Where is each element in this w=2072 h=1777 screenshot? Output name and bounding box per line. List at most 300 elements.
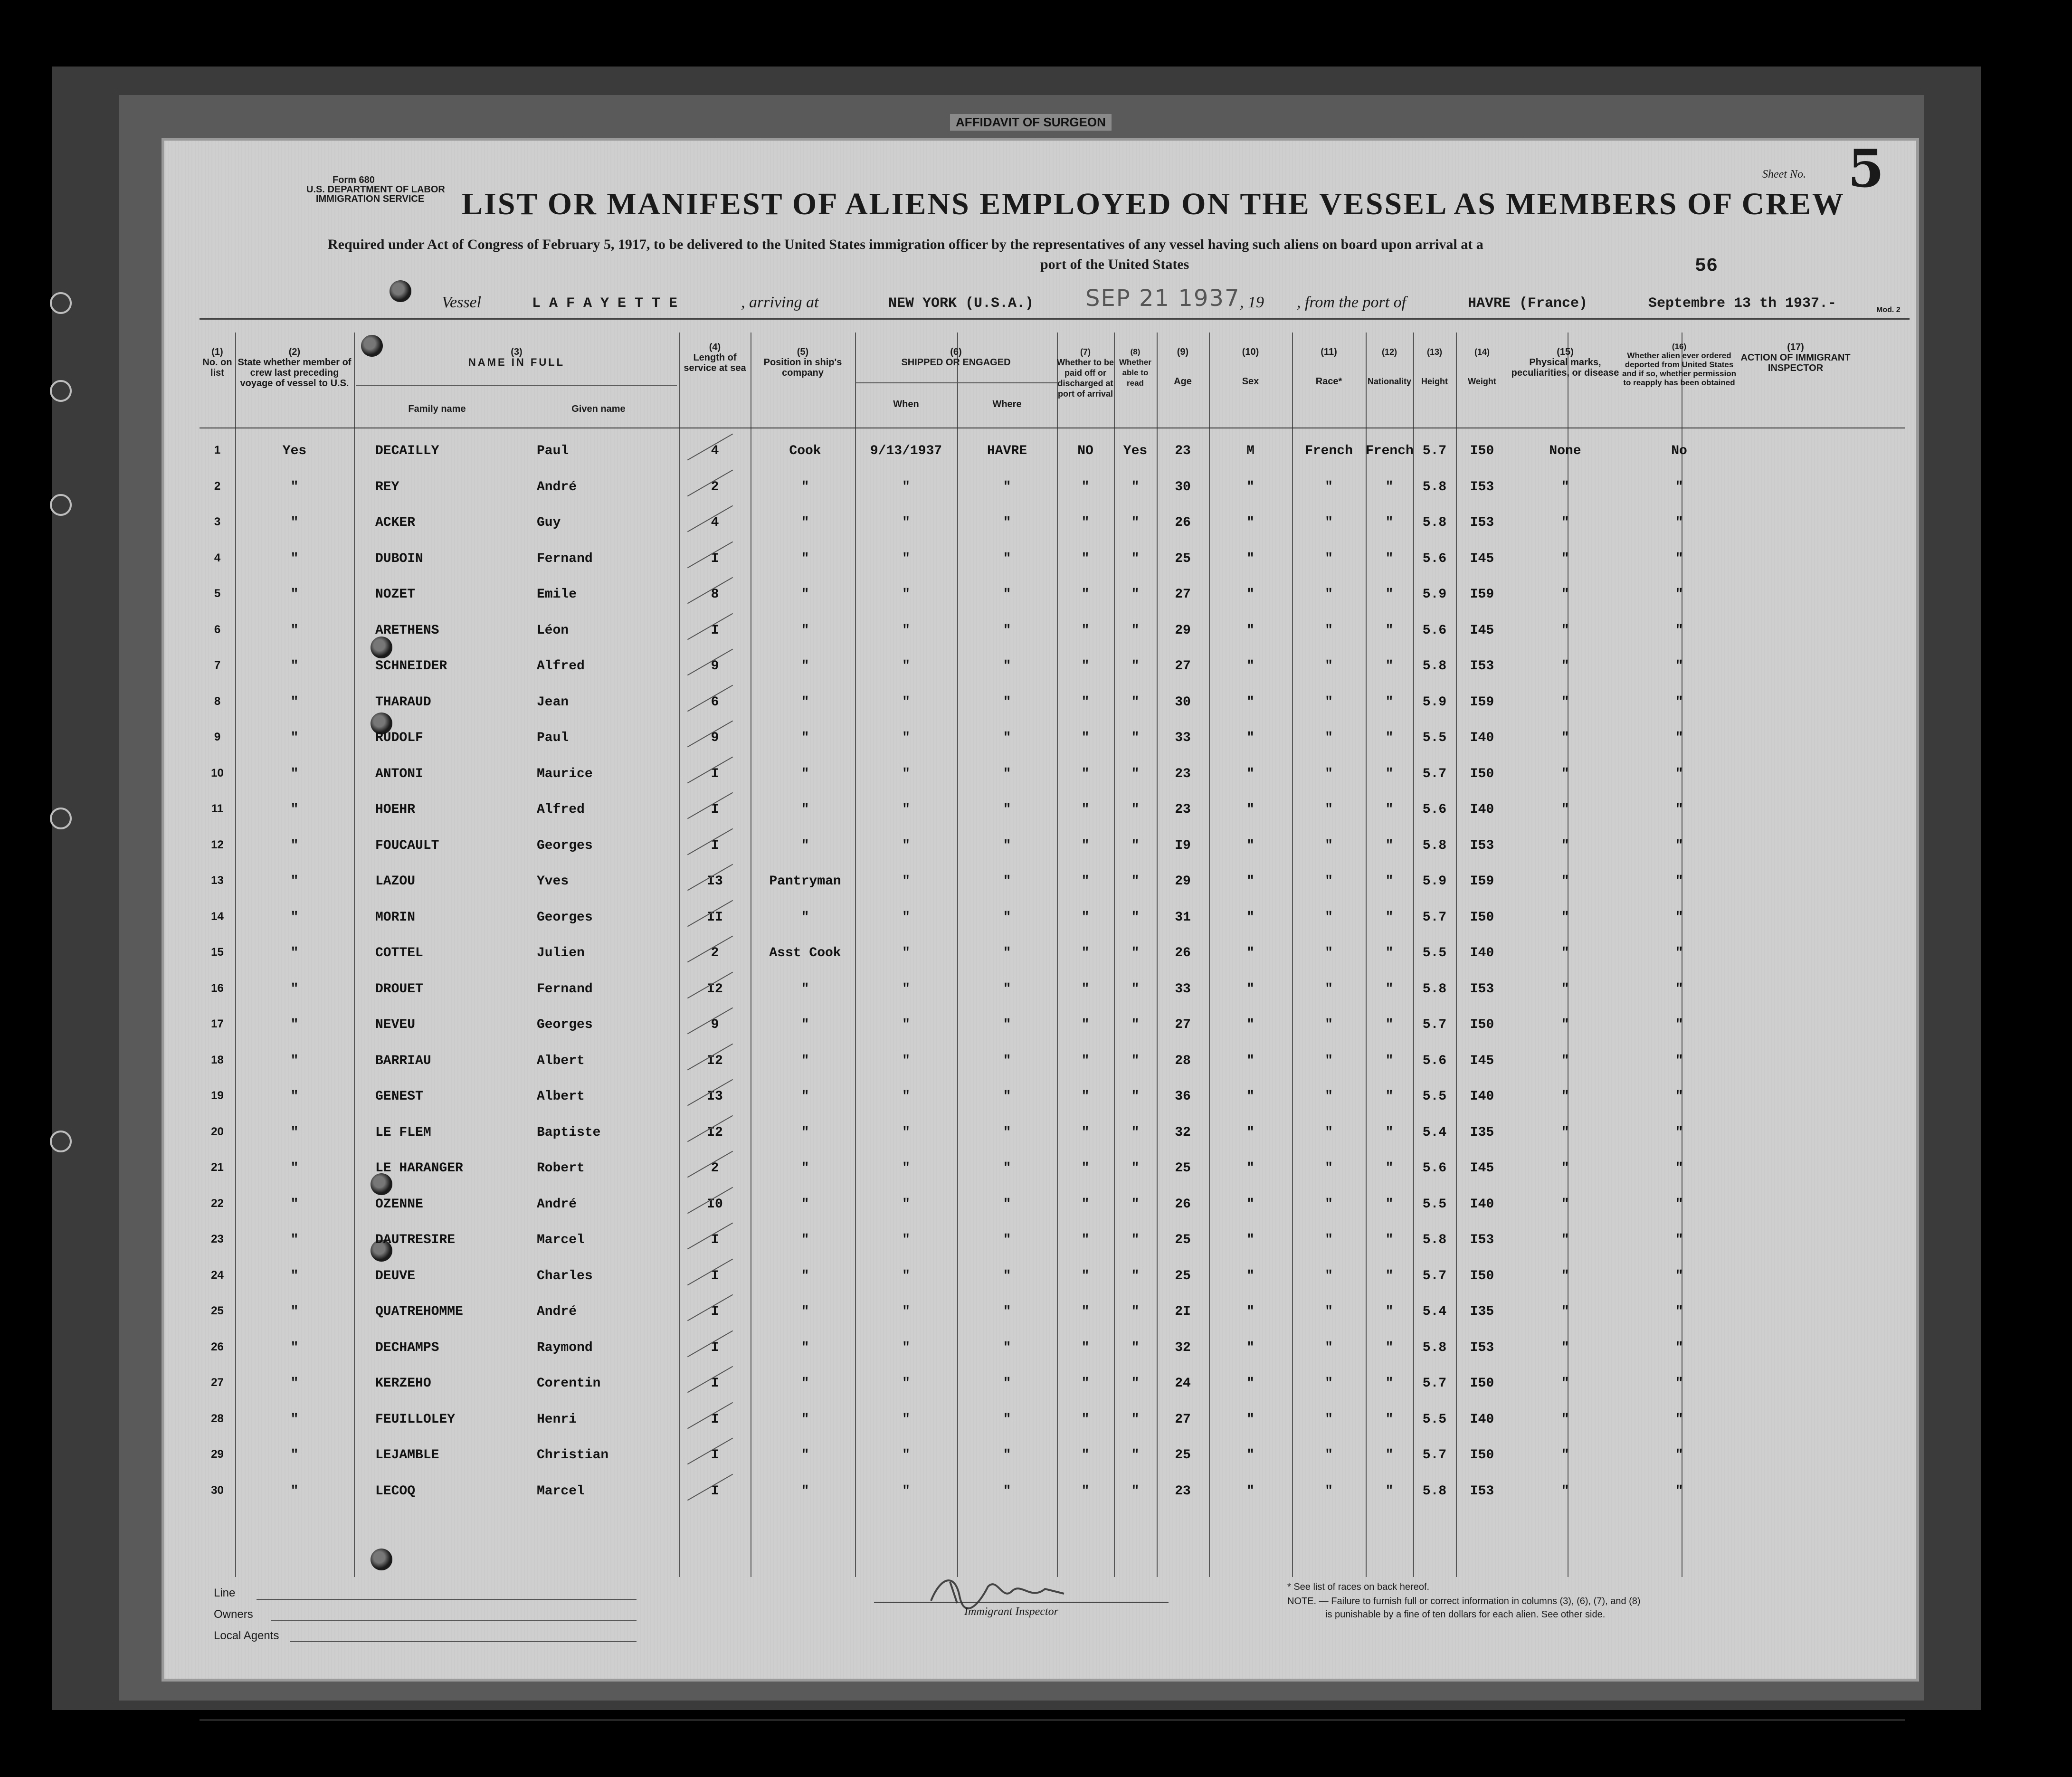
- given-name-cell: Alfred: [537, 659, 585, 674]
- service-length-cell: I: [711, 802, 719, 817]
- able-to-read-cell: ": [1131, 946, 1140, 960]
- col5-header: (5) Position in ship's company: [763, 347, 842, 378]
- family-name-cell: ACKER: [375, 515, 416, 530]
- shipped-where-cell: ": [1003, 1017, 1011, 1032]
- race-cell: ": [1325, 1053, 1333, 1068]
- paid-off-cell: ": [1081, 1376, 1090, 1391]
- family-name-cell: THARAUD: [375, 694, 431, 710]
- height-cell: 5.7: [1422, 1376, 1447, 1391]
- able-to-read-cell: ": [1131, 1483, 1140, 1499]
- age-cell: 30: [1175, 479, 1191, 494]
- prev-voyage-cell: ": [290, 1448, 299, 1463]
- manifest-table: [200, 333, 1905, 1577]
- deported-cell: ": [1675, 981, 1683, 997]
- page-title: LIST OR MANIFEST OF ALIENS EMPLOYED ON THE VESSEL AS MEMBERS OF CREW: [462, 187, 1845, 221]
- nationality-cell: ": [1385, 1089, 1394, 1104]
- table-row: [200, 1262, 1905, 1298]
- height-cell: 5.8: [1422, 659, 1447, 674]
- inspector-signature-line: [874, 1602, 1169, 1603]
- shipped-when-cell: ": [902, 1161, 910, 1176]
- given-name-cell: Albert: [537, 1089, 585, 1104]
- year-label: , 19: [1240, 294, 1264, 311]
- deported-cell: ": [1675, 1161, 1683, 1176]
- given-name-cell: Jean: [537, 694, 569, 710]
- deported-cell: ": [1675, 1483, 1683, 1499]
- prev-voyage-cell: ": [290, 659, 299, 674]
- service-length-cell: 2: [711, 479, 719, 494]
- physical-marks-cell: ": [1561, 946, 1569, 960]
- shipped-where-cell: ": [1003, 1053, 1011, 1068]
- weight-cell: I50: [1470, 444, 1494, 458]
- position-cell: ": [801, 1376, 809, 1391]
- table-row: [200, 688, 1905, 724]
- shipped-where-cell: ": [1003, 838, 1011, 853]
- prev-voyage-cell: ": [290, 551, 299, 566]
- service-length-cell: 9: [711, 659, 719, 674]
- position-cell: ": [801, 1017, 809, 1032]
- deported-cell: No: [1671, 444, 1687, 458]
- physical-marks-cell: ": [1561, 838, 1569, 853]
- races-note: * See list of races on back hereof.: [1287, 1582, 1430, 1592]
- service-length-cell: I3: [707, 874, 723, 889]
- col17-header: (17) ACTION OF IMMIGRANT INSPECTOR: [1740, 342, 1851, 373]
- shipped-when-cell: ": [902, 1376, 910, 1391]
- deported-cell: ": [1675, 1017, 1683, 1032]
- weight-cell: I53: [1470, 981, 1494, 997]
- age-cell: 27: [1175, 1017, 1191, 1032]
- family-name-cell: DROUET: [375, 981, 423, 997]
- able-to-read-cell: ": [1131, 694, 1140, 710]
- sex-cell: ": [1246, 838, 1255, 853]
- service-length-cell: I: [711, 1268, 719, 1283]
- prev-voyage-cell: ": [290, 1161, 299, 1176]
- given-name-cell: Paul: [537, 444, 569, 458]
- prev-voyage-cell: ": [290, 802, 299, 817]
- given-name-cell: Emile: [537, 587, 577, 602]
- height-cell: 5.7: [1422, 910, 1447, 925]
- race-cell: ": [1325, 515, 1333, 530]
- age-cell: 27: [1175, 1412, 1191, 1427]
- family-name-cell: DAUTRESIRE: [375, 1233, 456, 1247]
- paid-off-cell: ": [1081, 1412, 1090, 1427]
- deported-cell: ": [1675, 694, 1683, 710]
- prev-voyage-cell: ": [290, 1483, 299, 1499]
- physical-marks-cell: ": [1561, 479, 1569, 494]
- weight-cell: I50: [1470, 1376, 1494, 1391]
- shipped-when-cell: ": [902, 1053, 910, 1068]
- given-name-cell: Maurice: [537, 766, 593, 781]
- family-name-cell: OZENNE: [375, 1197, 423, 1212]
- age-cell: 23: [1175, 1483, 1191, 1499]
- family-name-cell: DECHAMPS: [375, 1340, 439, 1355]
- sex-cell: ": [1246, 1125, 1255, 1140]
- given-name-cell: Fernand: [537, 981, 593, 997]
- row-number: 28: [211, 1412, 224, 1425]
- height-cell: 5.7: [1422, 1017, 1447, 1032]
- race-cell: ": [1325, 1161, 1333, 1176]
- table-row: [200, 1083, 1905, 1119]
- shipped-when-cell: ": [902, 838, 910, 853]
- given-name-cell: Christian: [537, 1448, 609, 1463]
- row-number: 19: [211, 1089, 224, 1102]
- table-row: [200, 437, 1905, 473]
- race-cell: ": [1325, 766, 1333, 781]
- table-row: [200, 1477, 1905, 1513]
- paid-off-cell: ": [1081, 1448, 1090, 1463]
- position-cell: ": [801, 587, 809, 602]
- service-length-cell: I: [711, 1304, 719, 1319]
- shipped-where-cell: ": [1003, 1412, 1011, 1427]
- shipped-where-cell: ": [1003, 1089, 1011, 1104]
- shipped-when-cell: ": [902, 1304, 910, 1319]
- able-to-read-cell: ": [1131, 1089, 1140, 1104]
- paid-off-cell: ": [1081, 1483, 1090, 1499]
- prev-voyage-cell: ": [290, 731, 299, 745]
- position-cell: ": [801, 1161, 809, 1176]
- prev-voyage-cell: Yes: [282, 444, 307, 458]
- age-cell: 32: [1175, 1125, 1191, 1140]
- family-name-cell: QUATREHOMME: [375, 1304, 463, 1319]
- row-number: 4: [214, 551, 221, 564]
- able-to-read-cell: ": [1131, 1412, 1140, 1427]
- weight-cell: I45: [1470, 1161, 1494, 1176]
- prev-voyage-cell: ": [290, 946, 299, 960]
- position-cell: ": [801, 694, 809, 710]
- family-name-cell: HOEHR: [375, 802, 416, 817]
- table-row: [200, 1011, 1905, 1047]
- family-name-cell: ANTONI: [375, 766, 423, 781]
- weight-cell: I53: [1470, 659, 1494, 674]
- nationality-cell: ": [1385, 694, 1394, 710]
- height-cell: 5.5: [1422, 1197, 1447, 1212]
- weight-cell: I45: [1470, 623, 1494, 638]
- family-name-header: Family name: [408, 404, 466, 414]
- race-cell: ": [1325, 1448, 1333, 1463]
- vessel-label: Vessel: [442, 294, 482, 311]
- shipped-where-cell: ": [1003, 1161, 1011, 1176]
- table-row: [200, 1226, 1905, 1262]
- height-cell: 5.8: [1422, 838, 1447, 853]
- row-number: 22: [211, 1197, 224, 1210]
- race-cell: ": [1325, 479, 1333, 494]
- shipped-when-cell: ": [902, 623, 910, 638]
- position-cell: ": [801, 659, 809, 674]
- able-to-read-cell: ": [1131, 1268, 1140, 1283]
- given-name-cell: Albert: [537, 1053, 585, 1068]
- race-cell: ": [1325, 1268, 1333, 1283]
- table-row: [200, 509, 1905, 545]
- row-number: 14: [211, 910, 224, 923]
- top-strip-label: AFFIDAVIT OF SURGEON: [950, 114, 1112, 131]
- position-cell: ": [801, 1125, 809, 1140]
- shipped-when-cell: ": [902, 1268, 910, 1283]
- position-cell: ": [801, 1053, 809, 1068]
- shipped-where-cell: ": [1003, 981, 1011, 997]
- sex-cell: M: [1246, 444, 1255, 458]
- family-name-cell: LE FLEM: [375, 1125, 431, 1140]
- sex-cell: ": [1246, 802, 1255, 817]
- owners-field: [271, 1620, 637, 1621]
- family-name-cell: ARETHENS: [375, 623, 439, 638]
- able-to-read-cell: ": [1131, 1161, 1140, 1176]
- col10-header: (10) Sex: [1242, 347, 1259, 387]
- prev-voyage-cell: ": [290, 910, 299, 925]
- service-length-cell: I: [711, 623, 719, 638]
- family-name-cell: LEJAMBLE: [375, 1448, 439, 1463]
- weight-cell: I53: [1470, 838, 1494, 853]
- weight-cell: I59: [1470, 874, 1494, 889]
- shipped-where-cell: ": [1003, 1125, 1011, 1140]
- sex-cell: ": [1246, 1233, 1255, 1247]
- table-row: [200, 580, 1905, 617]
- paid-off-cell: ": [1081, 766, 1090, 781]
- deported-cell: ": [1675, 1304, 1683, 1319]
- given-name-cell: Georges: [537, 838, 593, 853]
- age-cell: 23: [1175, 802, 1191, 817]
- able-to-read-cell: ": [1131, 1376, 1140, 1391]
- nationality-cell: ": [1385, 1053, 1394, 1068]
- physical-marks-cell: ": [1561, 1376, 1569, 1391]
- height-cell: 5.9: [1422, 694, 1447, 710]
- physical-marks-cell: ": [1561, 1268, 1569, 1283]
- deported-cell: ": [1675, 1233, 1683, 1247]
- table-row: [200, 473, 1905, 509]
- age-cell: 31: [1175, 910, 1191, 925]
- sex-cell: ": [1246, 1483, 1255, 1499]
- sex-cell: ": [1246, 1053, 1255, 1068]
- shipped-when-cell: ": [902, 587, 910, 602]
- prev-voyage-cell: ": [290, 1125, 299, 1140]
- prev-voyage-cell: ": [290, 766, 299, 781]
- family-name-cell: LECOQ: [375, 1483, 416, 1499]
- deported-cell: ": [1675, 1268, 1683, 1283]
- physical-marks-cell: ": [1561, 587, 1569, 602]
- sex-cell: ": [1246, 1161, 1255, 1176]
- family-name-cell: LE HARANGER: [375, 1161, 463, 1176]
- owners-label: Owners: [214, 1608, 253, 1621]
- given-name-cell: Alfred: [537, 802, 585, 817]
- family-name-cell: SCHNEIDER: [375, 659, 447, 674]
- paid-off-cell: ": [1081, 1304, 1090, 1319]
- prev-voyage-cell: ": [290, 981, 299, 997]
- departure-date: Septembre 13 th 1937.-: [1648, 295, 1837, 312]
- age-cell: 26: [1175, 515, 1191, 530]
- nationality-cell: ": [1385, 587, 1394, 602]
- position-cell: ": [801, 1448, 809, 1463]
- physical-marks-cell: ": [1561, 874, 1569, 889]
- sex-cell: ": [1246, 946, 1255, 960]
- height-cell: 5.6: [1422, 623, 1447, 638]
- deported-cell: ": [1675, 1125, 1683, 1140]
- height-cell: 5.6: [1422, 1161, 1447, 1176]
- table-row: [200, 1119, 1905, 1155]
- nationality-cell: ": [1385, 1304, 1394, 1319]
- service-length-cell: I: [711, 1233, 719, 1247]
- row-number: 30: [211, 1483, 224, 1497]
- race-cell: ": [1325, 1017, 1333, 1032]
- height-cell: 5.8: [1422, 1340, 1447, 1355]
- weight-cell: I53: [1470, 1340, 1494, 1355]
- local-agents-label: Local Agents: [214, 1629, 279, 1642]
- col4-header: (4) Length of service at sea: [684, 342, 746, 373]
- family-name-cell: KERZEHO: [375, 1376, 431, 1391]
- age-cell: 32: [1175, 1340, 1191, 1355]
- header-rule: [200, 318, 1910, 320]
- shipped-where-cell: ": [1003, 515, 1011, 530]
- sex-cell: ": [1246, 1197, 1255, 1212]
- height-cell: 5.9: [1422, 874, 1447, 889]
- race-cell: ": [1325, 1304, 1333, 1319]
- shipped-when-cell: ": [902, 1412, 910, 1427]
- shipped-when-cell: ": [902, 910, 910, 925]
- shipped-where-cell: ": [1003, 802, 1011, 817]
- shipped-where-cell: ": [1003, 587, 1011, 602]
- paid-off-cell: ": [1081, 1017, 1090, 1032]
- prev-voyage-cell: ": [290, 587, 299, 602]
- age-cell: 25: [1175, 1161, 1191, 1176]
- deported-cell: ": [1675, 551, 1683, 566]
- race-cell: ": [1325, 946, 1333, 960]
- from-port-label: , from the port of: [1297, 294, 1407, 311]
- race-cell: ": [1325, 1376, 1333, 1391]
- age-cell: 29: [1175, 623, 1191, 638]
- paid-off-cell: ": [1081, 981, 1090, 997]
- table-row: [200, 1441, 1905, 1477]
- nationality-cell: ": [1385, 515, 1394, 530]
- physical-marks-cell: ": [1561, 981, 1569, 997]
- binder-hole: [50, 1131, 72, 1152]
- table-row: [200, 1047, 1905, 1083]
- physical-marks-cell: None: [1549, 444, 1581, 458]
- weight-cell: I50: [1470, 910, 1494, 925]
- col13-header: (13) Height: [1421, 347, 1448, 386]
- shipped-where-cell: ": [1003, 479, 1011, 494]
- race-cell: ": [1325, 874, 1333, 889]
- deported-cell: ": [1675, 910, 1683, 925]
- race-cell: ": [1325, 981, 1333, 997]
- prev-voyage-cell: ": [290, 623, 299, 638]
- position-cell: Pantryman: [769, 874, 841, 889]
- physical-marks-cell: ": [1561, 1448, 1569, 1463]
- race-cell: ": [1325, 802, 1333, 817]
- table-row: [200, 652, 1905, 688]
- line-label: Line: [214, 1587, 236, 1599]
- race-cell: ": [1325, 910, 1333, 925]
- prev-voyage-cell: ": [290, 1089, 299, 1104]
- height-cell: 5.5: [1422, 1089, 1447, 1104]
- height-cell: 5.7: [1422, 766, 1447, 781]
- physical-marks-cell: ": [1561, 1017, 1569, 1032]
- age-cell: 25: [1175, 1268, 1191, 1283]
- shipped-when-cell: 9/13/1937: [870, 444, 942, 458]
- able-to-read-cell: ": [1131, 910, 1140, 925]
- row-number: 17: [211, 1017, 224, 1030]
- nationality-cell: ": [1385, 1340, 1394, 1355]
- col3-header: (3) NAME IN FULL: [468, 347, 565, 368]
- deported-cell: ": [1675, 623, 1683, 638]
- position-cell: ": [801, 1304, 809, 1319]
- service-length-cell: 9: [711, 1017, 719, 1032]
- family-name-cell: RUDOLF: [375, 731, 423, 745]
- weight-cell: I50: [1470, 1017, 1494, 1032]
- race-cell: ": [1325, 1412, 1333, 1427]
- row-number: 9: [214, 731, 221, 743]
- shipped-when-cell: ": [902, 1089, 910, 1104]
- given-name-cell: Georges: [537, 1017, 593, 1032]
- able-to-read-cell: ": [1131, 1125, 1140, 1140]
- service-length-cell: I: [711, 1412, 719, 1427]
- table-row: [200, 1334, 1905, 1370]
- col8-header: (8) Whether able to read: [1119, 347, 1151, 388]
- table-row: [200, 545, 1905, 581]
- table-row: [200, 1154, 1905, 1190]
- position-cell: ": [801, 1412, 809, 1427]
- penalty-note-1: NOTE. — Failure to furnish full or correct information in columns (3), (6), (7), and (8): [1287, 1596, 1641, 1606]
- service-length-cell: I: [711, 838, 719, 853]
- position-cell: ": [801, 1268, 809, 1283]
- row-number: 26: [211, 1340, 224, 1353]
- arriving-port: NEW YORK (U.S.A.): [888, 295, 1034, 312]
- table-row: [200, 617, 1905, 653]
- deported-cell: ": [1675, 587, 1683, 602]
- weight-cell: I53: [1470, 479, 1494, 494]
- deported-cell: ": [1675, 1197, 1683, 1212]
- sex-cell: ": [1246, 1340, 1255, 1355]
- physical-marks-cell: ": [1561, 1197, 1569, 1212]
- race-cell: ": [1325, 587, 1333, 602]
- age-cell: 23: [1175, 766, 1191, 781]
- subtitle-line-2: port of the United States: [1040, 257, 1189, 272]
- col9-header: (9) Age: [1174, 347, 1192, 387]
- paid-off-cell: ": [1081, 551, 1090, 566]
- sex-cell: ": [1246, 731, 1255, 745]
- shipped-when-cell: ": [902, 1483, 910, 1499]
- physical-marks-cell: ": [1561, 1483, 1569, 1499]
- sheet-number-label: Sheet No.: [1762, 168, 1806, 181]
- binder-hole: [50, 292, 72, 314]
- shipped-when-cell: ": [902, 731, 910, 745]
- sex-cell: ": [1246, 1448, 1255, 1463]
- weight-cell: I40: [1470, 1412, 1494, 1427]
- given-name-cell: Robert: [537, 1161, 585, 1176]
- col7-header: (7) Whether to be paid off or discharged at port of arrival: [1057, 347, 1114, 399]
- table-row: [200, 724, 1905, 760]
- height-cell: 5.6: [1422, 551, 1447, 566]
- weight-cell: I50: [1470, 766, 1494, 781]
- race-cell: ": [1325, 731, 1333, 745]
- shipped-where-cell: ": [1003, 1233, 1011, 1247]
- col2-header: (2) State whether member of crew last preceding voyage of vessel to U.S.: [238, 347, 352, 389]
- row-number: 5: [214, 587, 221, 600]
- sex-cell: ": [1246, 1304, 1255, 1319]
- shipped-where-cell: ": [1003, 1197, 1011, 1212]
- weight-cell: I40: [1470, 946, 1494, 960]
- deported-cell: ": [1675, 1376, 1683, 1391]
- service-length-cell: 2: [711, 1161, 719, 1176]
- height-cell: 5.8: [1422, 1483, 1447, 1499]
- weight-cell: I50: [1470, 1448, 1494, 1463]
- height-cell: 5.6: [1422, 802, 1447, 817]
- table-row: [200, 939, 1905, 975]
- prev-voyage-cell: ": [290, 515, 299, 530]
- given-name-cell: Marcel: [537, 1233, 585, 1247]
- table-row: [200, 1406, 1905, 1442]
- weight-cell: I35: [1470, 1304, 1494, 1319]
- deported-cell: ": [1675, 874, 1683, 889]
- table-row: [200, 1298, 1905, 1334]
- sex-cell: ": [1246, 1017, 1255, 1032]
- service-length-cell: I: [711, 1340, 719, 1355]
